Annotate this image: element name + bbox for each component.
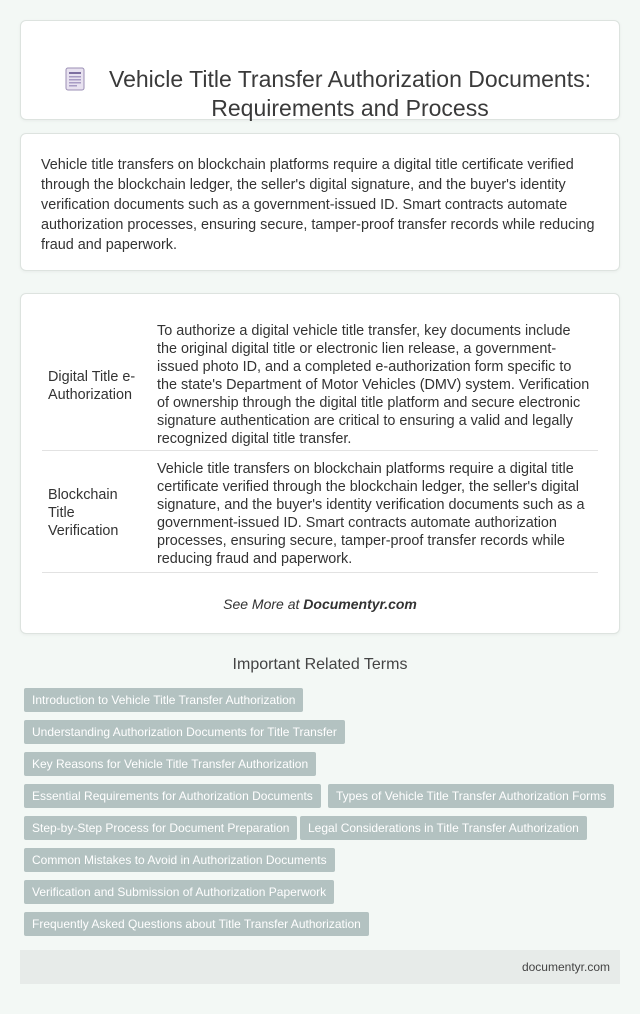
table-row [42, 453, 598, 573]
summary-card [20, 133, 620, 271]
header-card [20, 20, 620, 120]
footer [20, 950, 620, 984]
row-description: Vehicle title transfers on blockchain platforms require a digital title certificate verified through the blockchain ledger, the seller's digital signature, and the buyer's identity verification documents such as a government-issued ID. Smart contracts automate authorization processes, ensuring secure, tamper-proof transfer records while reducing fraud and paperwork. [157, 461, 585, 567]
related-term-tag[interactable]: Key Reasons for Vehicle Title Transfer Authorization [24, 752, 316, 776]
related-term-tag[interactable]: Essential Requirements for Authorization Documents [24, 784, 321, 808]
details-table [20, 293, 620, 634]
related-term-tag[interactable]: Types of Vehicle Title Transfer Authorization Forms [328, 784, 614, 808]
summary-text: Vehicle title transfers on blockchain platforms require a digital title certificate verified through the blockchain ledger, the seller's digital signature, and the buyer's identity verification documents such as a government-issued ID. Smart contracts automate authorization processes, ensuring secure, tamper-proof transfer records while reducing fraud and paperwork. [41, 157, 595, 253]
see-more-site[interactable]: Documentyr.com [303, 596, 417, 612]
related-term-tag[interactable]: Understanding Authorization Documents for Title Transfer [24, 720, 345, 744]
related-terms-heading: Important Related Terms [232, 656, 408, 673]
row-label: Digital Title e-Authorization [48, 369, 136, 403]
related-term-tag[interactable]: Verification and Submission of Authorization Paperwork [24, 880, 334, 904]
page-title: Vehicle Title Transfer Authorization Documents: Requirements and Process [109, 66, 591, 121]
related-term-tag[interactable]: Legal Considerations in Title Transfer Authorization [300, 816, 587, 840]
footer-site-link[interactable]: documentyr.com [521, 960, 610, 974]
related-term-tag[interactable]: Common Mistakes to Avoid in Authorization Documents [24, 848, 335, 872]
related-term-tag[interactable]: Step-by-Step Process for Document Preparation [24, 816, 297, 840]
see-more-prefix: See More at [223, 596, 304, 612]
row-label: Blockchain Title Verification [48, 487, 119, 539]
see-more-link[interactable] [21, 596, 619, 612]
table-row [42, 321, 598, 451]
related-term-tag[interactable]: Introduction to Vehicle Title Transfer Authorization [24, 688, 303, 712]
related-term-tag[interactable]: Frequently Asked Questions about Title Transfer Authorization [24, 912, 369, 936]
row-description: To authorize a digital vehicle title transfer, key documents include the original digital title or electronic lien release, a government-issued photo ID, and a completed e-authorization form specific to the state's Department of Motor Vehicles (DMV) system. Verification of ownership through the digital title platform and secure electronic signature authentication are critical to ensuring a valid and legally recognized digital title transfer. [157, 323, 590, 447]
document-icon [65, 67, 85, 91]
